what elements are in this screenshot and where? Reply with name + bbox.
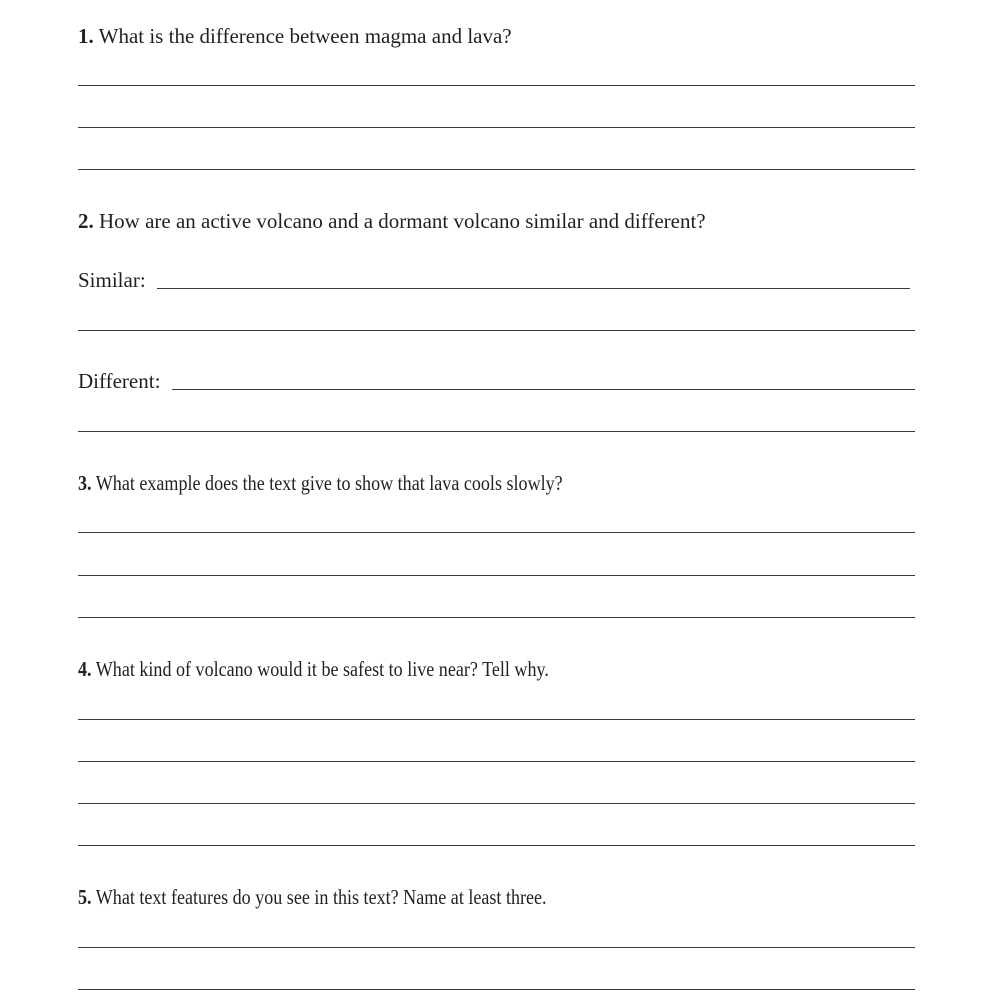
similar-answer-line-2[interactable] <box>78 330 915 331</box>
question-2 <box>78 211 706 232</box>
answer-line-q3-1[interactable] <box>78 532 915 533</box>
question-4 <box>78 659 549 680</box>
answer-line-q4-3[interactable] <box>78 803 915 804</box>
different-answer-line-2[interactable] <box>78 431 915 432</box>
answer-line-q5-1[interactable] <box>78 947 915 948</box>
answer-line-q1-1[interactable] <box>78 85 915 86</box>
answer-line-q4-1[interactable] <box>78 719 915 720</box>
question-number: 2. <box>78 209 94 233</box>
different-label: Different: <box>78 369 161 393</box>
question-text: What kind of volcano would it be safest to live near? Tell why. <box>95 657 549 681</box>
question-5 <box>78 887 547 908</box>
answer-line-q1-3[interactable] <box>78 169 915 170</box>
different-answer-line[interactable] <box>172 389 915 390</box>
similar-label: Similar: <box>78 268 146 292</box>
question-number: 1. <box>78 24 94 48</box>
answer-line-q3-3[interactable] <box>78 617 915 618</box>
question-number: 5. <box>78 885 92 909</box>
answer-line-q3-2[interactable] <box>78 575 915 576</box>
question-number: 3. <box>78 471 92 495</box>
question-text: How are an active volcano and a dormant volcano similar and different? <box>99 209 706 233</box>
question-text: What is the difference between magma and lava? <box>98 24 512 48</box>
question-3 <box>78 473 563 494</box>
answer-line-q4-2[interactable] <box>78 761 915 762</box>
answer-line-q5-2[interactable] <box>78 989 915 990</box>
question-text: What text features do you see in this text? Name at least three. <box>95 885 547 909</box>
question-text: What example does the text give to show that lava cools slowly? <box>95 471 563 495</box>
similar-answer-line[interactable] <box>157 288 910 289</box>
answer-line-q4-4[interactable] <box>78 845 915 846</box>
answer-line-q1-2[interactable] <box>78 127 915 128</box>
question-1 <box>78 26 512 47</box>
question-number: 4. <box>78 657 92 681</box>
